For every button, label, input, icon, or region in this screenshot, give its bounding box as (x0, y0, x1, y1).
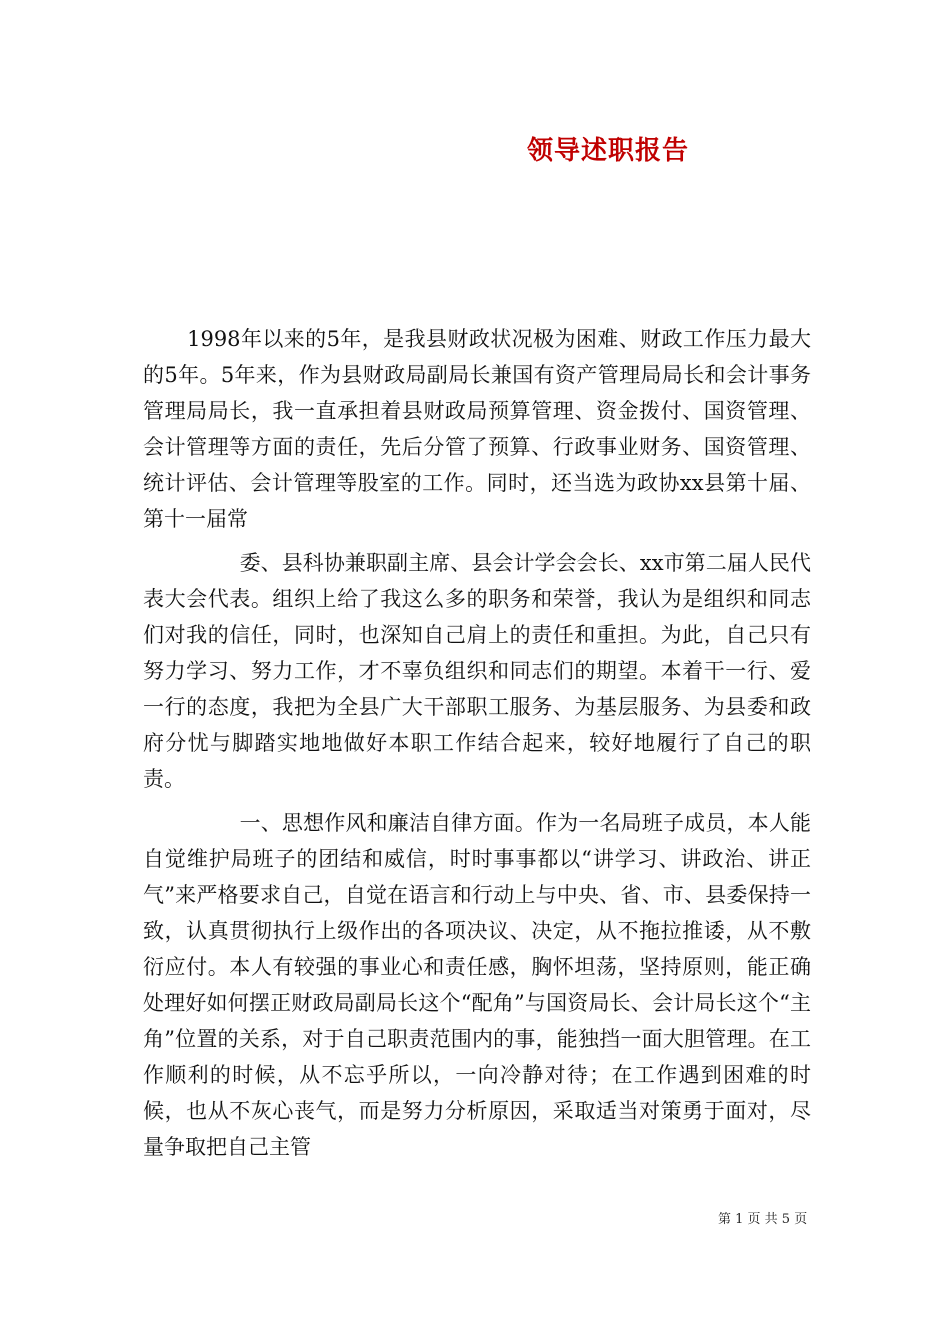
document-body (143, 321, 811, 1165)
page-number-footer: 第 1 页 共 5 页 (718, 1212, 808, 1227)
paragraph-intro: 1998年以来的5年，是我县财政状况极为困难、财政工作压力最大的5年。5年来，作为县财政局副局长兼国有资产管理局局长和会计事务管理局局长，我一直承担着县财政局预算管理、资金拨付、国资管理、会计管理等方面的责任，先后分管了预算、行政事业财务、国资管理、统计评估、会计管理等股室的工作。同时，还当选为政协xx县第十届、第十一届常 (143, 327, 811, 531)
document-title: 领导述职报告 (527, 136, 690, 166)
paragraph-section-one: 一、思想作风和廉洁自律方面。作为一名局班子成员，本人能自觉维护局班子的团结和威信，时时事事都以“讲学习、讲政治、讲正气”来严格要求自己，自觉在语言和行动上与中央、省、市、县委保持一致，认真贯彻执行上级作出的各项决议、决定，从不拖拉推诿，从不敷衍应付。本人有较强的事业心和责任感，胸怀坦荡，坚持原则，能正确处理好如何摆正财政局副局长这个“配角”与国资局长、会计局长这个“主角”位置的关系，对于自己职责范围内的事，能独挡一面大胆管理。在工作顺利的时候，从不忘乎所以，一向冷静对待；在工作遇到困难的时候，也从不灰心丧气，而是努力分析原因，采取适当对策勇于面对，尽量争取把自己主管 (143, 811, 811, 1159)
paragraph-continuation: 委、县科协兼职副主席、县会计学会会长、xx市第二届人民代表大会代表。组织上给了我这么多的职务和荣誉，我认为是组织和同志们对我的信任，同时，也深知自己肩上的责任和重担。为此，自己只有努力学习、努力工作，才不辜负组织和同志们的期望。本着干一行、爱一行的态度，我把为全县广大干部职工服务、为基层服务、为县委和政府分忧与脚踏实地地做好本职工作结合起来，较好地履行了自己的职责。 (143, 551, 811, 791)
